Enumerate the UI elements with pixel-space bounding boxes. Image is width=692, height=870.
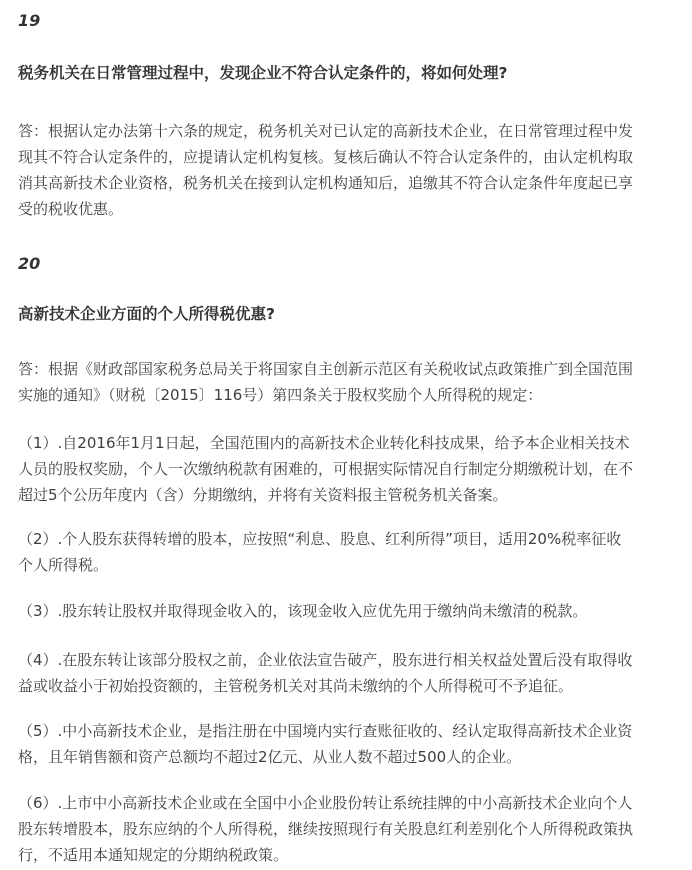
answer-line: 答：根据认定办法第十六条的规定，税务机关对已认定的高新技术企业，在日常管理过程中发 [18, 122, 634, 140]
item-line: 人员的股权奖励，个人一次缴纳税款有困难的，可根据实际情况自行制定分期缴税计划，在不 [18, 460, 634, 478]
item-line: 行，不适用本通知规定的分期纳税政策。 [18, 846, 289, 864]
item-line: （3）.股东转让股权并取得现金收入的，该现金收入应优先用于缴纳尚未缴清的税款。 [18, 602, 588, 620]
item-line: （4）.在股东转让该部分股权之前，企业依法宣告破产，股东进行相关权益处置后没有取得收 [18, 651, 633, 669]
answer-line: 实施的通知》（财税〔2015〕116号）第四条关于股权奖励个人所得税的规定： [18, 386, 543, 404]
policy-item-5 [18, 718, 678, 770]
answer-paragraph [18, 118, 678, 222]
answer-line: 现其不符合认定条件的，应提请认定机构复核。复核后确认不符合认定条件的，由认定机构取 [18, 148, 634, 166]
answer-line: 答：根据《财政部国家税务总局关于将国家自主创新示范区有关税收试点政策推广到全国范围 [18, 360, 634, 378]
policy-item-6 [18, 790, 678, 868]
item-line: 股东转增股本，股东应纳的个人所得税，继续按照现行有关股息红利差别化个人所得税政策执 [18, 820, 634, 838]
section-number: 19 [18, 11, 41, 30]
section-number: 20 [18, 254, 41, 273]
question-title: 税务机关在日常管理过程中，发现企业不符合认定条件的，将如何处理? [18, 64, 508, 82]
item-line: 超过5个公历年度内（含）分期缴纳，并将有关资料报主管税务机关备案。 [18, 486, 508, 504]
answer-paragraph [18, 356, 678, 408]
policy-item-1 [18, 430, 678, 508]
item-line: 益或收益小于初始投资额的，主管税务机关对其尚未缴纳的个人所得税可不予追征。 [18, 677, 574, 695]
item-line: （1）.自2016年1月1日起，全国范围内的高新技术企业转化科技成果，给予本企业相关技术 [18, 434, 630, 452]
question-title: 高新技术企业方面的个人所得税优惠? [18, 305, 275, 323]
item-line: 格，且年销售额和资产总额均不超过2亿元、从业人数不超过500人的企业。 [18, 748, 522, 766]
policy-item-4 [18, 647, 678, 699]
policy-item-2 [18, 526, 678, 578]
answer-line: 消其高新技术企业资格，税务机关在接到认定机构通知后，追缴其不符合认定条件年度起已享 [18, 174, 634, 192]
item-line: （6）.上市中小高新技术企业或在全国中小企业股份转让系统挂牌的中小高新技术企业向个人 [18, 794, 633, 812]
item-line: （5）.中小高新技术企业，是指注册在中国境内实行查账征收的、经认定取得高新技术企业资 [18, 722, 633, 740]
answer-line: 受的税收优惠。 [18, 200, 124, 218]
item-line: 个人所得税。 [18, 556, 109, 574]
policy-item-3 [18, 598, 678, 624]
item-line: （2）.个人股东获得转增的股本，应按照“利息、股息、红利所得”项目，适用20%税率征收 [18, 530, 622, 548]
